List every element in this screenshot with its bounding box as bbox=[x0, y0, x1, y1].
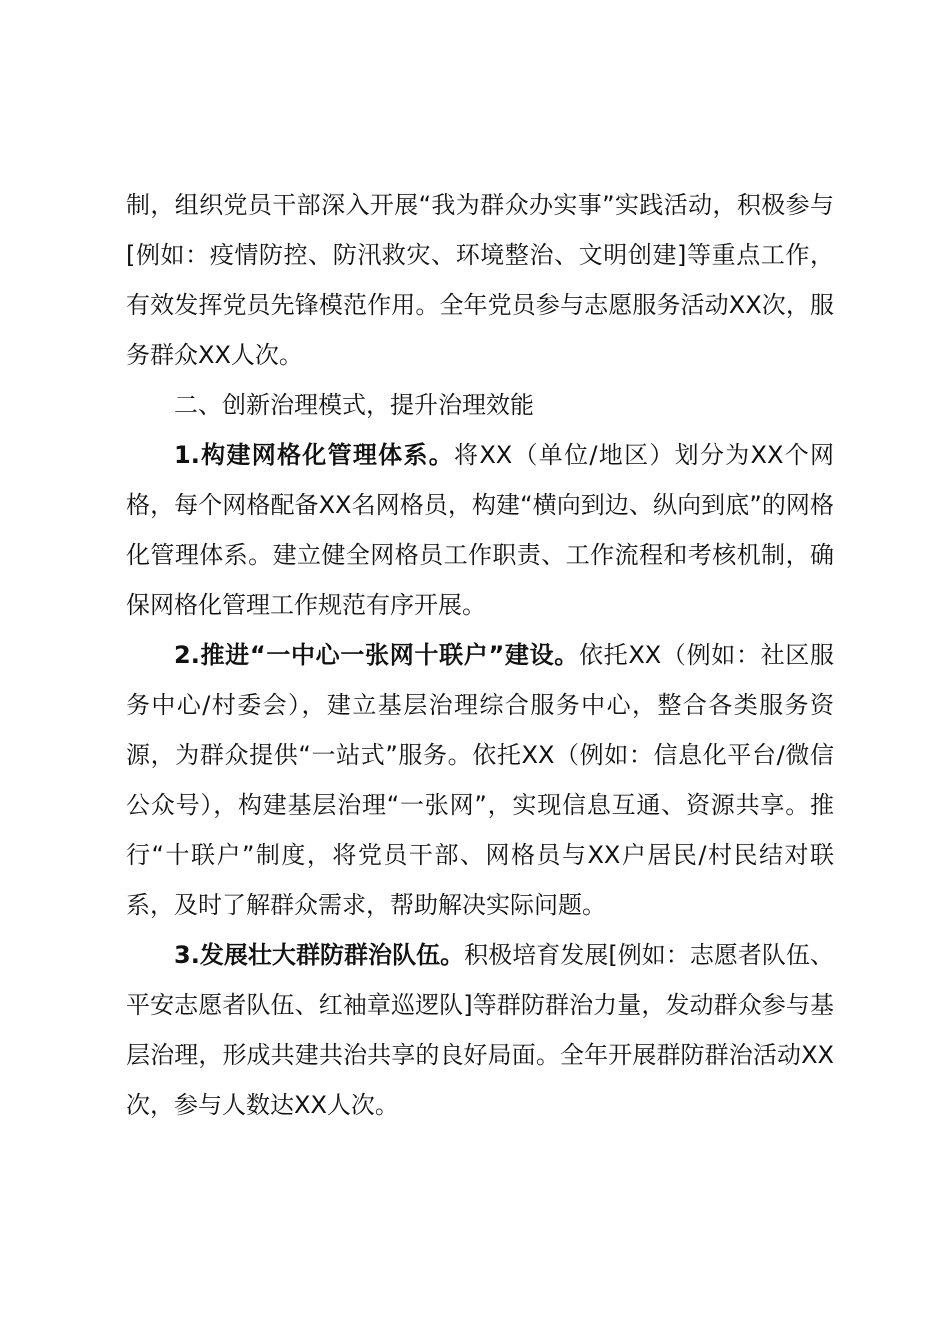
document-body bbox=[126, 180, 834, 1130]
paragraph-item-1 bbox=[126, 430, 834, 630]
item-3-title: 3.发展壮大群防群治队伍。 bbox=[174, 941, 465, 969]
item-1-title: 1.构建网格化管理体系。 bbox=[174, 441, 455, 469]
section-heading-2: 二、创新治理模式，提升治理效能 bbox=[174, 391, 534, 419]
item-3-body: 积极培育发展[例如：志愿者队伍、平安志愿者队伍、红袖章巡逻队]等群防群治力量，发动群众参与基层治理，形成共建共治共享的良好局面。全年开展群防群治活动XX次，参与人数达XX人次。 bbox=[126, 941, 834, 1119]
paragraph-continuation: 制，组织党员干部深入开展“我为群众办实事”实践活动，积极参与[例如：疫情防控、防汛救灾、环境整治、文明创建]等重点工作，有效发挥党员先锋模范作用。全年党员参与志愿服务活动XX次，服务群众XX人次。 bbox=[126, 191, 834, 369]
paragraph-item-3 bbox=[126, 930, 834, 1130]
item-1-body: 将XX（单位/地区）划分为XX个网格，每个网格配备XX名网格员，构建“横向到边、纵向到底”的网格化管理体系。建立健全网格员工作职责、工作流程和考核机制，确保网格化管理工作规范有序开展。 bbox=[126, 441, 834, 619]
paragraph-item-2 bbox=[126, 630, 834, 930]
item-2-title: 2.推进“一中心一张网十联户”建设。 bbox=[174, 641, 579, 669]
item-2-body: 依托XX（例如：社区服务中心/村委会），建立基层治理综合服务中心，整合各类服务资源，为群众提供“一站式”服务。依托XX（例如：信息化平台/微信公众号），构建基层治理“一张网”，实现信息互通、资源共享。推行“十联户”制度，将党员干部、网格员与XX户居民/村民结对联系，及时了解群众需求，帮助解决实际问题。 bbox=[126, 641, 834, 919]
